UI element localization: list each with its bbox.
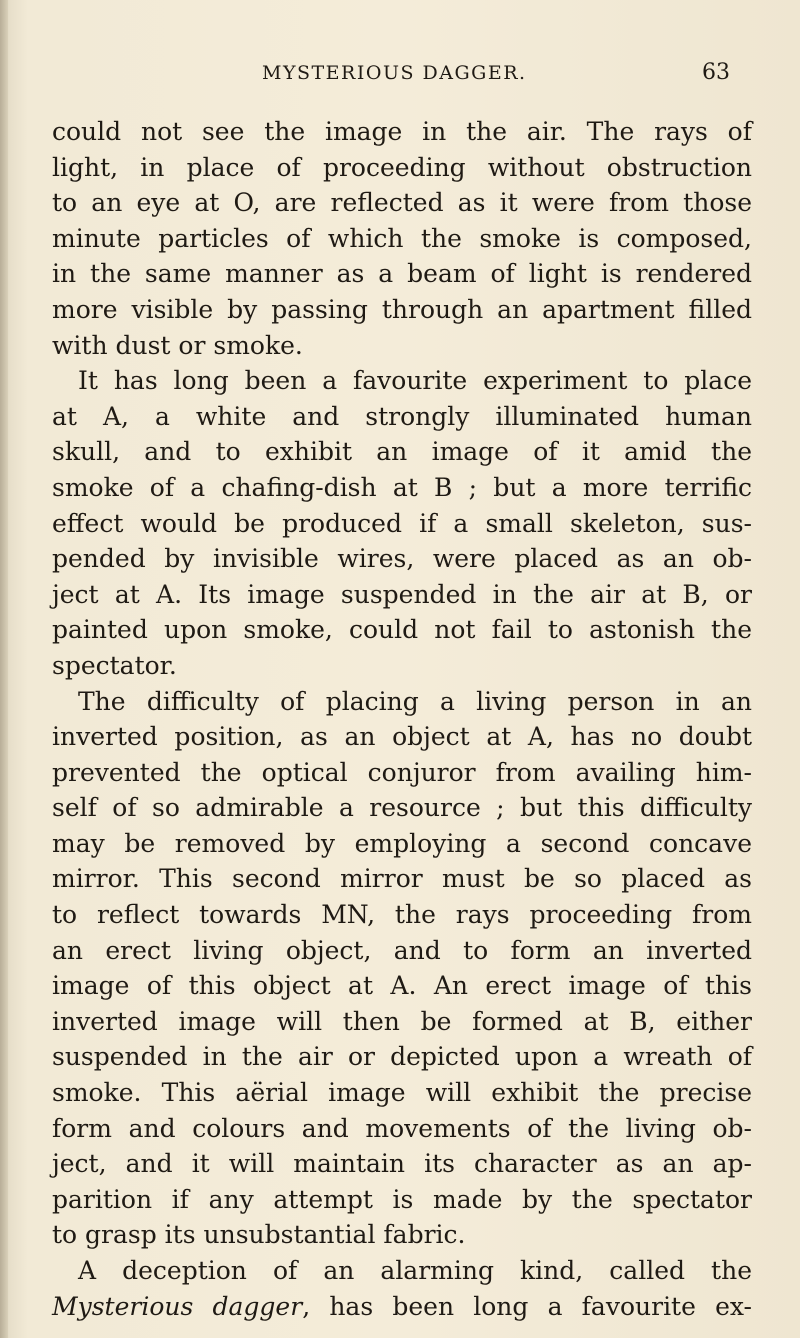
text-line-final	[52, 1289, 752, 1325]
running-head	[0, 62, 800, 92]
text-line: suspended in the air or depicted upon a wreath of	[52, 1042, 752, 1072]
body-text	[52, 114, 752, 1324]
text-line: ject at A. Its image suspended in the air at B, or	[52, 579, 752, 609]
text-line: in the same manner as a beam of light is rendered	[52, 259, 752, 289]
running-title: MYSTERIOUS DAGGER.	[262, 62, 527, 84]
text-line: prevented the optical conjuror from availing him-	[52, 757, 752, 787]
text-line: A deception of an alarming kind, called the	[78, 1256, 752, 1285]
italic-title: Mysterious dagger	[52, 1291, 303, 1321]
text-line: skull, and to exhibit an image of it amid the	[52, 437, 752, 467]
text-line: an erect living object, and to form an inverted	[52, 935, 752, 965]
text-line: more visible by passing through an apartment filled	[52, 294, 752, 324]
text-line: The difficulty of placing a living person in an	[78, 686, 752, 716]
text-line: effect would be produced if a small skeleton, sus-	[52, 508, 752, 538]
text-line: smoke. This aërial image will exhibit the precise	[52, 1078, 752, 1108]
text-line: to grasp its unsubstantial fabric.	[52, 1220, 466, 1250]
text-line: with dust or smoke.	[52, 330, 303, 360]
page-number: 63	[702, 60, 730, 85]
text-line: form and colours and movements of the living ob-	[52, 1113, 752, 1143]
text-line: It has long been a favourite experiment to place	[78, 366, 752, 396]
text-line: ject, and it will maintain its character as an ap-	[52, 1149, 752, 1179]
text-line: at A, a white and strongly illuminated human	[52, 401, 752, 431]
text-line: inverted image will then be formed at B, either	[52, 1006, 752, 1036]
text-line: smoke of a chafing-dish at B ; but a more terrific	[52, 472, 752, 502]
text-line: to reflect towards MN, the rays proceeding from	[52, 900, 752, 930]
text-line: minute particles of which the smoke is composed,	[52, 223, 752, 253]
text-line: to an eye at O, are reflected as it were from those	[52, 188, 752, 218]
text-line: parition if any attempt is made by the spectator	[52, 1184, 752, 1214]
text-line-rest: , has been long a favourite ex-	[302, 1291, 752, 1321]
text-line: pended by invisible wires, were placed as an ob-	[52, 544, 752, 574]
text-line: could not see the image in the air. The rays of	[52, 117, 752, 146]
text-line: inverted position, as an object at A, has no doubt	[52, 722, 752, 752]
text-line: light, in place of proceeding without obstruction	[52, 152, 752, 182]
text-line: may be removed by employing a second concave	[52, 828, 752, 858]
text-line: spectator.	[52, 650, 177, 680]
page-gutter	[0, 0, 8, 1338]
text-line: image of this object at A. An erect image of this	[52, 971, 752, 1001]
text-line: mirror. This second mirror must be so placed as	[52, 864, 752, 894]
text-line: self of so admirable a resource ; but this difficulty	[52, 793, 752, 823]
text-line: painted upon smoke, could not fail to astonish the	[52, 615, 752, 645]
